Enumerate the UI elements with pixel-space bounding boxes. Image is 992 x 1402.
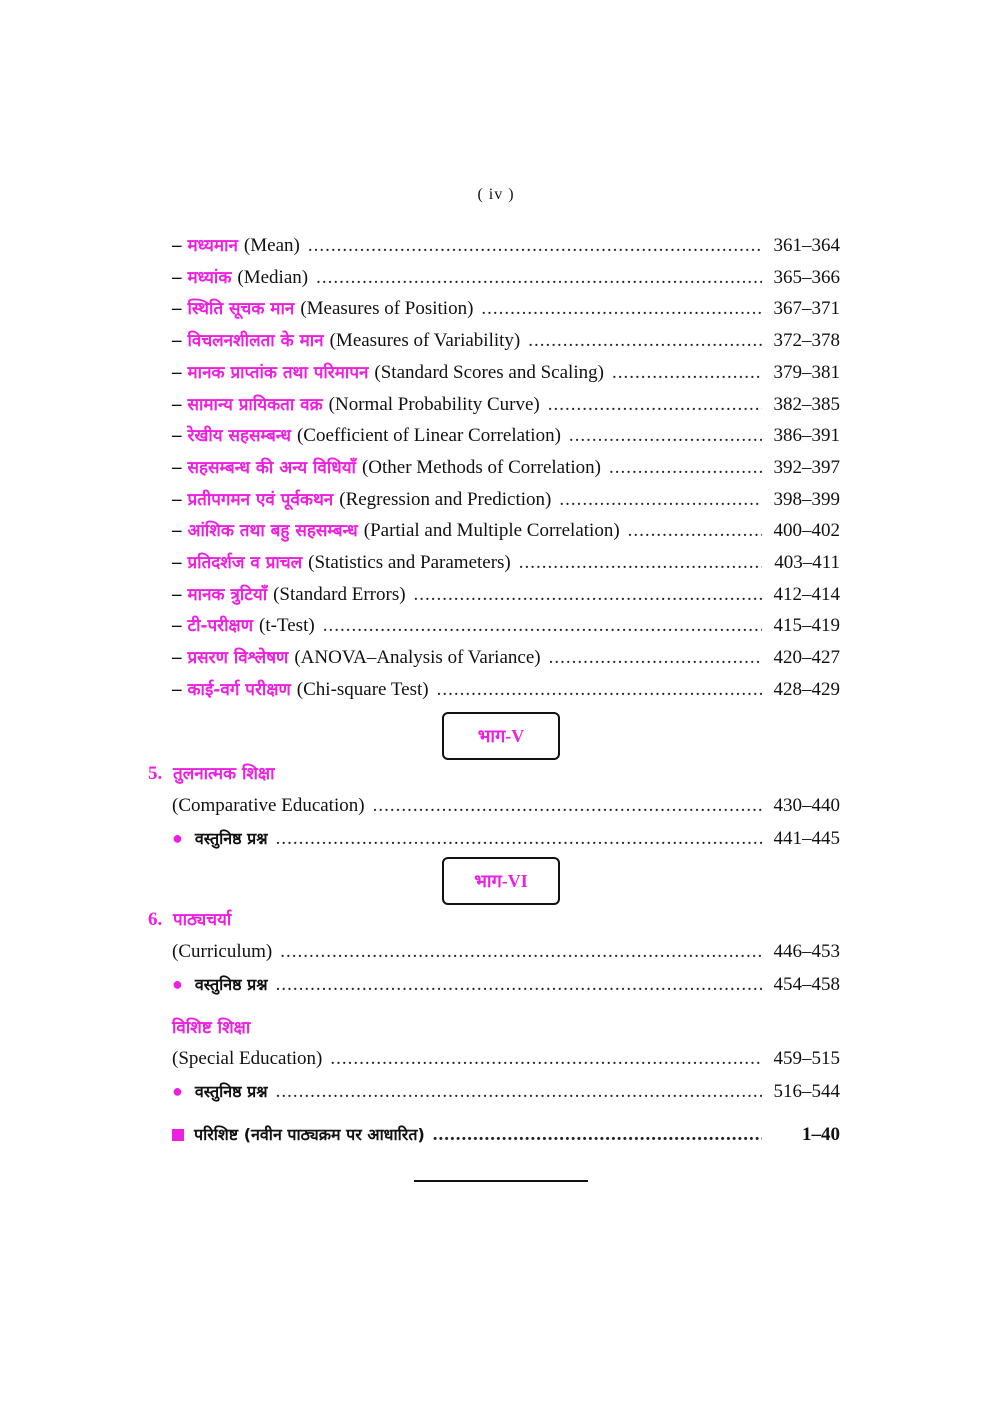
section-6-heading <box>148 906 231 934</box>
toc-pages: 412–414 <box>773 583 840 605</box>
toc-pages: 382–385 <box>773 393 840 415</box>
toc-english: (ANOVA–Analysis of Variance) <box>294 647 541 669</box>
leader-dots <box>373 792 762 820</box>
toc-line-special-education[interactable] <box>172 1045 840 1073</box>
toc-pages: 430–440 <box>773 795 840 816</box>
leader-dots <box>559 486 762 514</box>
leader-dots <box>330 1045 762 1073</box>
toc-hindi: सहसम्बन्ध की अन्य विधियाँ <box>187 457 356 478</box>
toc-entry[interactable] <box>172 391 840 419</box>
toc-hindi: सामान्य प्रायिकता वक्र <box>187 394 323 415</box>
toc-hindi: वस्तुनिष्ठ प्रश्न <box>194 975 268 994</box>
leader-dots <box>316 264 762 292</box>
toc-pages: 459–515 <box>773 1048 840 1069</box>
toc-pages: 379–381 <box>773 361 840 383</box>
toc-pages: 516–544 <box>773 1081 840 1102</box>
toc-hindi: वस्तुनिष्ठ प्रश्न <box>194 829 268 848</box>
toc-english: (Standard Scores and Scaling) <box>374 361 604 383</box>
dash-marker: – <box>172 393 182 415</box>
end-rule <box>414 1180 588 1182</box>
toc-hindi: काई-वर्ग परीक्षण <box>187 679 291 700</box>
dash-marker: – <box>172 552 182 573</box>
leader-dots <box>519 549 762 577</box>
dash-marker: – <box>172 425 182 447</box>
toc-hindi: टी-परीक्षण <box>187 616 254 637</box>
toc-pages: 392–397 <box>773 456 840 478</box>
part-6-box: भाग-VI <box>442 857 560 905</box>
toc-line-objective-6[interactable] <box>172 970 840 998</box>
leader-dots <box>276 1078 762 1106</box>
special-education-heading: विशिष्ट शिक्षा <box>172 1018 251 1038</box>
toc-pages: 365–366 <box>773 266 840 288</box>
toc-line-objective-5[interactable] <box>172 824 840 852</box>
toc-hindi: रेखीय सहसम्बन्ध <box>187 426 291 447</box>
toc-entry[interactable] <box>172 454 840 482</box>
toc-hindi: मध्यमान <box>187 236 238 256</box>
section-5-title: तुलनात्मक शिक्षा <box>173 764 275 784</box>
toc-line-appendix[interactable] <box>172 1121 840 1149</box>
leader-dots <box>414 581 762 609</box>
toc-english: (Coefficient of Linear Correlation) <box>296 425 561 447</box>
toc-english: (Statistics and Parameters) <box>308 552 511 573</box>
toc-english: (Curriculum) <box>172 941 273 962</box>
toc-pages: 398–399 <box>773 488 840 510</box>
toc-hindi: मानक प्राप्तांक तथा परिमापन <box>187 362 369 383</box>
part-5-box: भाग-V <box>442 712 560 760</box>
toc-entry[interactable] <box>172 327 840 355</box>
toc-hindi: स्थिति सूचक मान <box>187 299 295 320</box>
section-5-number: 5. <box>148 763 163 784</box>
bullet-icon: ● <box>172 974 183 994</box>
toc-pages: 372–378 <box>773 330 840 352</box>
leader-dots <box>276 971 762 999</box>
toc-english: (Comparative Education) <box>172 795 365 816</box>
toc-english: (Chi-square Test) <box>296 678 429 700</box>
leader-dots <box>528 327 762 355</box>
leader-dots <box>569 422 762 450</box>
dash-marker: – <box>172 647 182 669</box>
toc-english: (Partial and Multiple Correlation) <box>363 520 620 542</box>
toc-english: (Median) <box>237 266 309 288</box>
leader-dots <box>628 517 762 545</box>
leader-dots <box>276 825 762 853</box>
section-6-number: 6. <box>148 909 163 930</box>
leader-dots <box>612 359 762 387</box>
toc-pages: 441–445 <box>773 828 840 849</box>
toc-hindi: प्रतिदर्शज व प्राचल <box>187 553 303 573</box>
leader-dots <box>308 232 762 260</box>
section-5-heading <box>148 760 275 788</box>
toc-entry[interactable] <box>172 676 840 704</box>
toc-entry[interactable] <box>172 612 840 640</box>
toc-entry[interactable] <box>172 232 840 260</box>
toc-line-curriculum[interactable] <box>172 938 840 966</box>
toc-entry[interactable] <box>172 486 840 514</box>
dash-marker: – <box>172 678 182 700</box>
toc-pages: 361–364 <box>773 235 840 256</box>
toc-hindi: विचलनशीलता के मान <box>187 331 324 352</box>
toc-entry[interactable] <box>172 264 840 292</box>
toc-hindi: वस्तुनिष्ठ प्रश्न <box>194 1082 268 1101</box>
toc-english: (Standard Errors) <box>273 583 406 605</box>
dash-marker: – <box>172 520 182 542</box>
toc-english: (Other Methods of Correlation) <box>361 456 601 478</box>
toc-pages: 415–419 <box>773 615 840 637</box>
toc-english: (Measures of Position) <box>300 298 474 320</box>
leader-dots <box>437 676 762 704</box>
toc-entry[interactable] <box>172 422 840 450</box>
toc-pages: 446–453 <box>773 941 840 962</box>
appendix-pages: 1–40 <box>802 1124 840 1145</box>
toc-english: (Special Education) <box>172 1048 323 1069</box>
leader-dots <box>280 938 762 966</box>
dash-marker: – <box>172 456 182 478</box>
toc-english: (Measures of Variability) <box>329 330 521 352</box>
toc-entry[interactable] <box>172 517 840 545</box>
toc-hindi: मध्यांक <box>187 267 232 288</box>
toc-english: (t-Test) <box>259 615 315 637</box>
dash-marker: – <box>172 488 182 510</box>
appendix-label: परिशिष्ट (नवीन पाठ्यक्रम पर आधारित) <box>194 1125 425 1144</box>
page-number: ( iv ) <box>477 186 515 203</box>
toc-pages: 403–411 <box>774 552 840 573</box>
dash-marker: – <box>172 330 182 352</box>
toc-entry[interactable] <box>172 549 840 577</box>
toc-line-comparative[interactable] <box>172 792 840 820</box>
leader-dots <box>323 612 762 640</box>
toc-entry[interactable] <box>172 295 840 323</box>
dash-marker: – <box>172 615 182 637</box>
dash-marker: – <box>172 266 182 288</box>
toc-pages: 367–371 <box>773 298 840 320</box>
toc-hindi: प्रसरण विश्लेषण <box>187 648 289 669</box>
toc-pages: 428–429 <box>773 678 840 700</box>
toc-hindi: प्रतीपगमन एवं पूर्वकथन <box>187 489 334 510</box>
leader-dots <box>548 391 762 419</box>
toc-entry[interactable] <box>172 581 840 609</box>
toc-entry[interactable] <box>172 359 840 387</box>
toc-pages: 454–458 <box>773 974 840 995</box>
bullet-icon: ● <box>172 1081 183 1101</box>
toc-pages: 400–402 <box>773 520 840 542</box>
toc-entry[interactable] <box>172 644 840 672</box>
dash-marker: – <box>172 583 182 605</box>
toc-pages: 420–427 <box>773 647 840 669</box>
leader-dots <box>433 1121 762 1149</box>
leader-dots <box>609 454 762 482</box>
leader-dots <box>481 295 762 323</box>
toc-pages: 386–391 <box>773 425 840 447</box>
section-6-title: पाठ्यचर्या <box>173 910 232 930</box>
leader-dots <box>549 644 762 672</box>
square-bullet-icon <box>172 1129 184 1141</box>
dash-marker: – <box>172 235 182 256</box>
dash-marker: – <box>172 298 182 320</box>
dash-marker: – <box>172 361 182 383</box>
toc-english: (Normal Probability Curve) <box>328 393 540 415</box>
toc-line-objective-special[interactable] <box>172 1077 840 1105</box>
toc-hindi: आंशिक तथा बहु सहसम्बन्ध <box>187 521 358 542</box>
toc-english: (Regression and Prediction) <box>339 488 552 510</box>
bullet-icon: ● <box>172 828 183 848</box>
toc-hindi: मानक त्रुटियाँ <box>187 584 268 605</box>
toc-english: (Mean) <box>243 235 300 256</box>
